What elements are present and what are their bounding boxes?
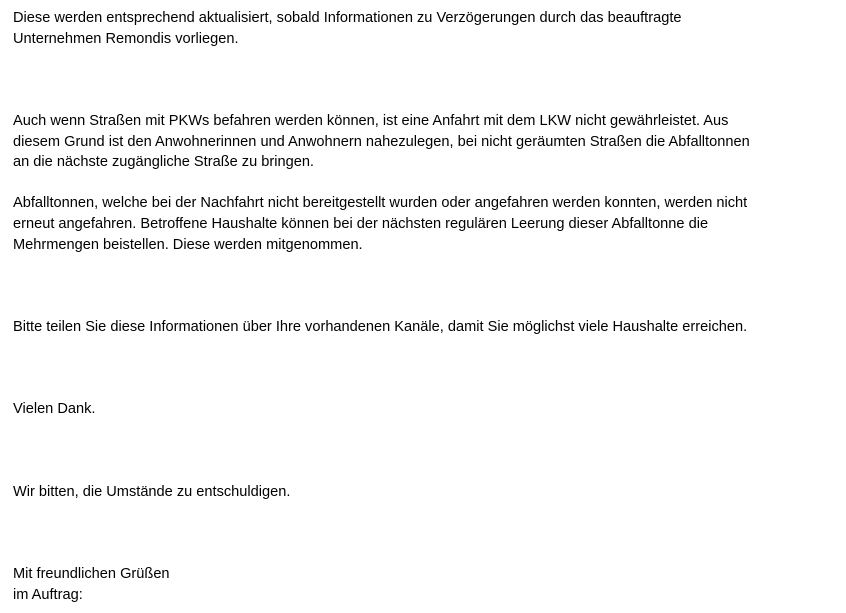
paragraph-apology bbox=[13, 482, 813, 503]
text-line: Wir bitten, die Umstände zu entschuldigen. bbox=[13, 483, 291, 500]
paragraph-update-notice bbox=[13, 8, 813, 49]
text-line: Bitte teilen Sie diese Informationen über Ihre vorhandenen Kanäle, damit Sie möglichst viele Haushalte erreichen. bbox=[13, 318, 748, 335]
paragraph-missed-bins bbox=[13, 193, 813, 255]
document-body bbox=[13, 8, 813, 605]
paragraph-thanks bbox=[13, 399, 813, 420]
text-line: Abfalltonnen, welche bei der Nachfahrt nicht bereitgestellt wurden oder angefahren werden konnten, werden nicht bbox=[13, 195, 748, 212]
text-line: Mit freundlichen Grüßen bbox=[13, 566, 170, 583]
paragraph-share-request bbox=[13, 317, 813, 338]
text-line: Unternehmen Remondis vorliegen. bbox=[13, 30, 239, 47]
paragraph-truck-access bbox=[13, 111, 813, 173]
paragraph-spacer bbox=[13, 255, 813, 317]
text-line: an die nächste zugängliche Straße zu bringen. bbox=[13, 154, 314, 171]
text-line: Vielen Dank. bbox=[13, 401, 96, 418]
paragraph-spacer bbox=[13, 173, 813, 194]
paragraph-spacer bbox=[13, 49, 813, 111]
paragraph-spacer bbox=[13, 338, 813, 400]
paragraph-spacer bbox=[13, 502, 813, 564]
text-line: Diese werden entsprechend aktualisiert, sobald Informationen zu Verzögerungen durch das beauftragte bbox=[13, 10, 682, 26]
paragraph-spacer bbox=[13, 420, 813, 482]
text-line: Mehrmengen beistellen. Diese werden mitgenommen. bbox=[13, 236, 363, 253]
text-line: im Auftrag: bbox=[13, 586, 83, 603]
paragraph-closing bbox=[13, 564, 813, 605]
text-line: diesem Grund ist den Anwohnerinnen und Anwohnern nahezulegen, bei nicht geräumten Straßen die Abfalltonnen bbox=[13, 133, 750, 150]
text-line: erneut angefahren. Betroffene Haushalte können bei der nächsten regulären Leerung dieser Abfalltonne die bbox=[13, 215, 709, 232]
text-line: Auch wenn Straßen mit PKWs befahren werden können, ist eine Anfahrt mit dem LKW nicht gewährleistet. Aus bbox=[13, 112, 729, 129]
